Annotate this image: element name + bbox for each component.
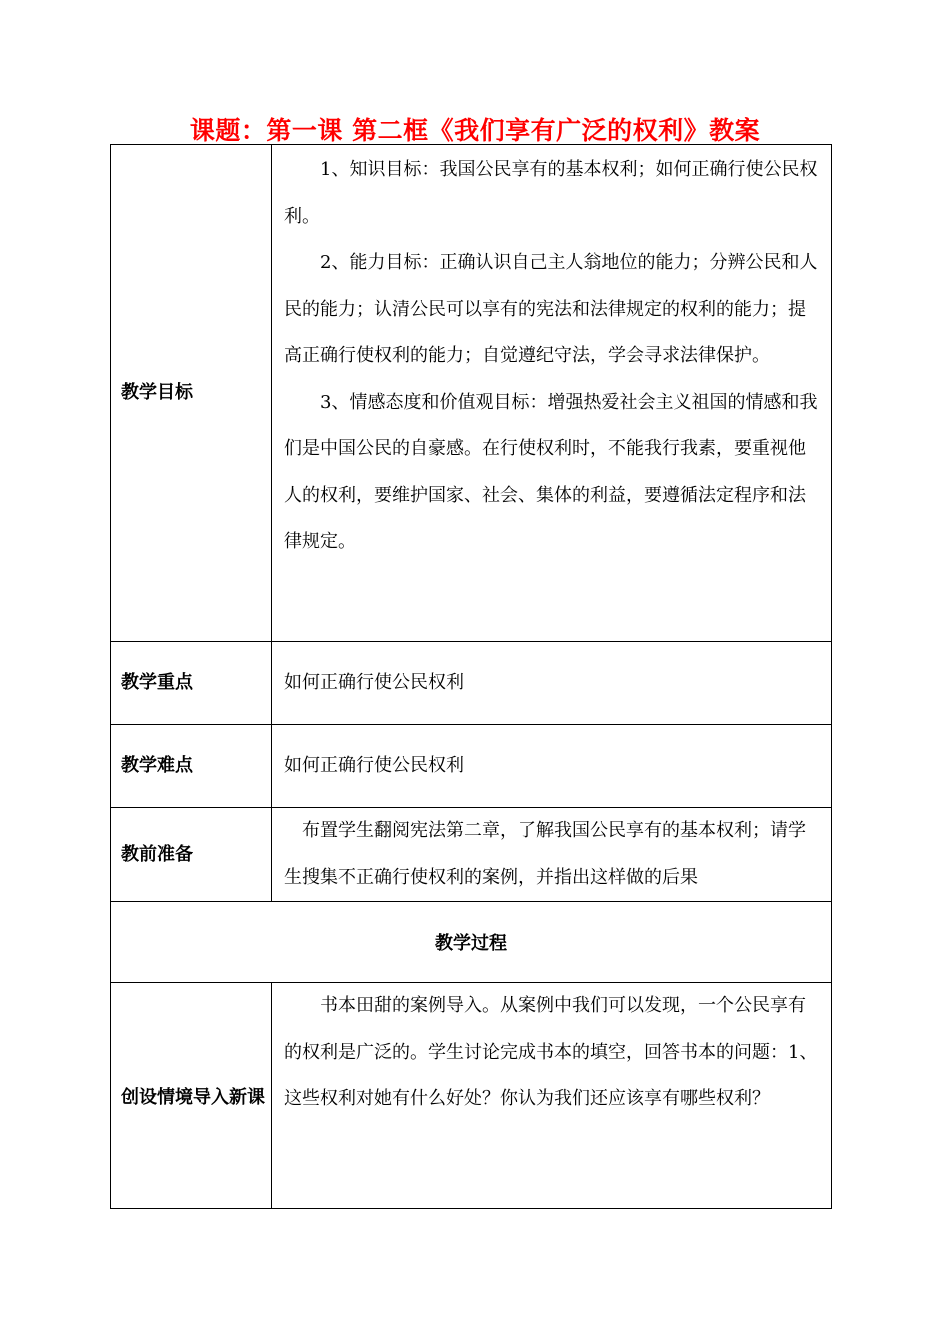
objective-item: 2、能力目标：正确认识自己主人翁地位的能力；分辨公民和人民的能力；认清公民可以享有的宪法和法律规定的权利的能力；提高正确行使权利的能力；自觉遵纪守法，学会寻求法律保护。 [284,252,818,366]
preparation-label: 教前准备 [111,808,272,902]
lesson-plan-table [110,144,832,1209]
difficulty-label: 教学难点 [111,725,272,808]
objectives-label: 教学目标 [111,145,272,642]
process-header: 教学过程 [111,902,832,983]
difficulty-text: 如何正确行使公民权利 [284,754,464,776]
objectives-content [272,145,832,642]
key-point-label: 教学重点 [111,642,272,725]
intro-label: 创设情境导入新课 [111,983,272,1209]
intro-text: 书本田甜的案例导入。从案例中我们可以发现，一个公民享有的权利是广泛的。学生讨论完成书本的填空，回答书本的问题：1、这些权利对她有什么好处？你认为我们还应该享有哪些权利？ [284,995,818,1109]
preparation-text: 布置学生翻阅宪法第二章，了解我国公民享有的基本权利；请学生搜集不正确行使权利的案例，并指出这样做的后果 [284,820,806,888]
objective-item: 1、知识目标：我国公民享有的基本权利；如何正确行使公民权利。 [284,159,818,227]
objective-item: 3、情感态度和价值观目标：增强热爱社会主义祖国的情感和我们是中国公民的自豪感。在行使权利时，不能我行我素，要重视他人的权利，要维护国家、社会、集体的利益，要遵循法定程序和法律规定。 [284,391,818,552]
objectives-row [111,145,832,642]
difficulty-row [111,725,832,808]
key-point-text: 如何正确行使公民权利 [284,671,464,693]
preparation-row [111,808,832,902]
intro-row [111,983,832,1209]
key-point-row [111,642,832,725]
page-title: 课题：第一课 第二框《我们享有广泛的权利》教案 [189,116,761,145]
process-header-row [111,902,832,983]
